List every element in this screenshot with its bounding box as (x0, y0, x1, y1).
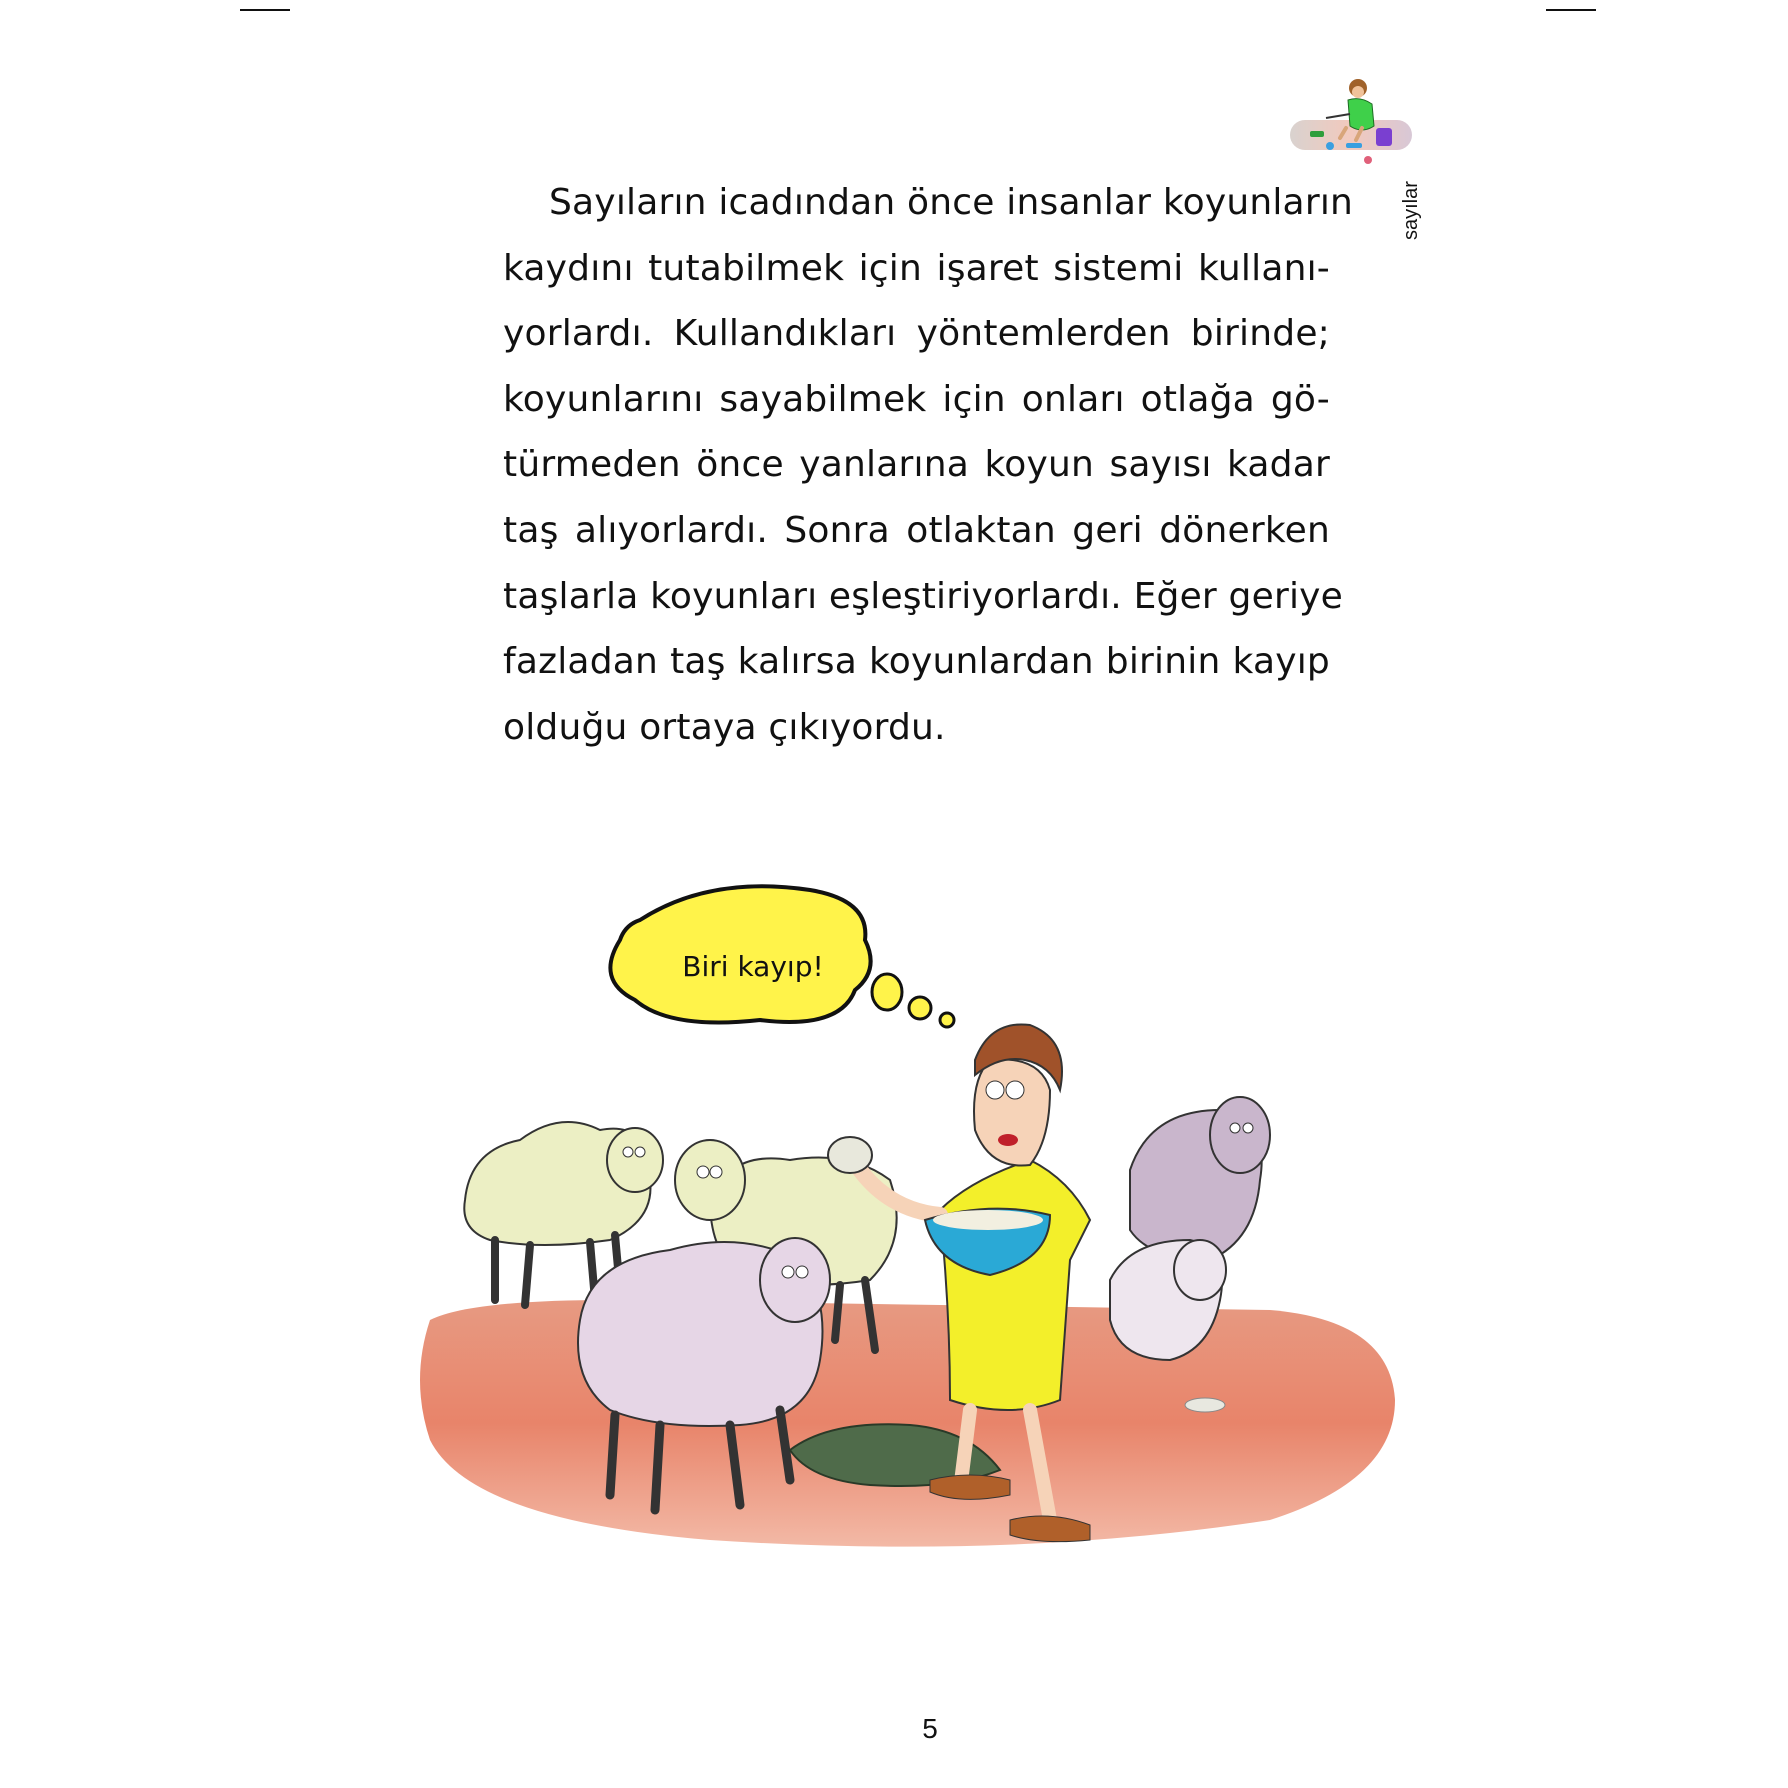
body-line: Sayıların icadından önce insanlar koyunların (549, 182, 1354, 223)
stone-in-hand (828, 1137, 872, 1173)
page-number: 5 (922, 1713, 938, 1744)
thought-dot-small (940, 1013, 954, 1027)
body-line: fazladan taş kalırsa koyunlardan birinin kayıp (503, 641, 1330, 683)
body-paragraph (503, 170, 1354, 760)
crop-mark-right (1546, 9, 1596, 11)
body-line: olduğu ortaya çıkıyordu. (503, 706, 946, 748)
thought-dot-large (872, 974, 902, 1010)
body-line: taş alıyorlardı. Sonra otlaktan geri dönerken (503, 509, 1330, 551)
body-line: kaydını tutabilmek için işaret sistemi kullanı- (503, 247, 1330, 289)
speech-bubble-text: Biri kayıp! (682, 950, 824, 983)
body-line: koyunlarını sayabilmek için onları otlağa gö- (503, 378, 1330, 420)
sandal-left (930, 1475, 1010, 1499)
body-line: türmeden önce yanlarına koyun sayısı kadar (503, 444, 1330, 486)
shepherd-sheep-illustration (410, 880, 1410, 1580)
small-stone (1185, 1398, 1225, 1412)
body-line: taşlarla koyunları eşleştiriyorlardı. Eğer geriye (503, 575, 1344, 617)
ground-patch (420, 1300, 1395, 1547)
crop-mark-left (240, 9, 290, 11)
thought-dot-medium (909, 997, 931, 1019)
header-decoration-child-icon (1288, 78, 1418, 168)
section-label: sayılar (1400, 181, 1422, 240)
sheep-mauve-right (1130, 1097, 1270, 1260)
body-line: yorlardı. Kullandıkları yöntemlerden birinde; (503, 313, 1330, 355)
